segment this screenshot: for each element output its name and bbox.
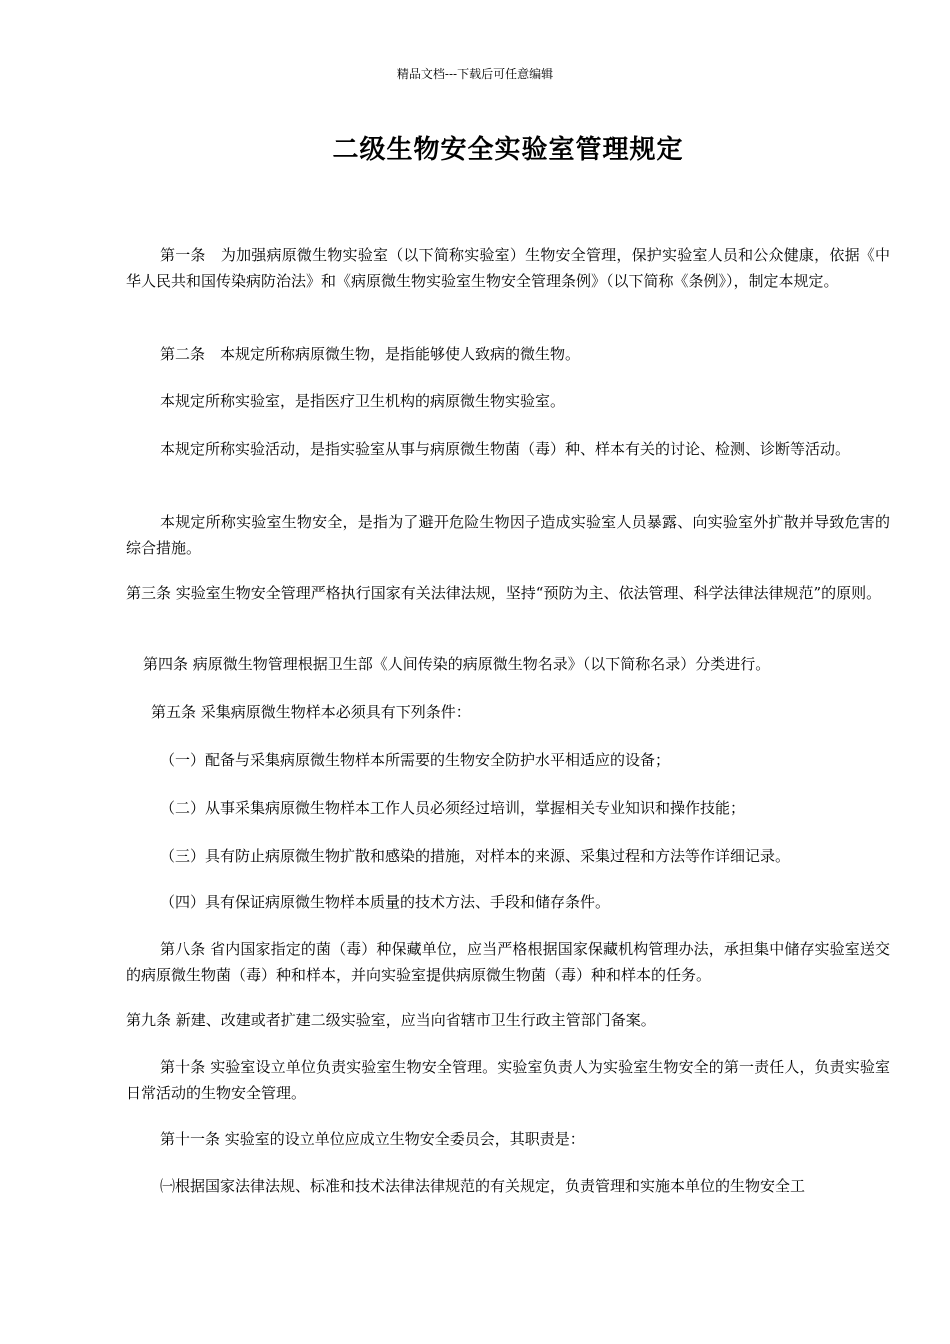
page-header: 精品文档---下载后可任意编辑 bbox=[396, 67, 554, 81]
article-5-paragraph: 第五条 采集病原微生物样本必须具有下列条件： bbox=[151, 703, 471, 721]
article-11-paragraph: 第十一条 实验室的设立单位应成立生物安全委员会，其职责是： bbox=[160, 1130, 585, 1148]
article-9-paragraph: 第九条 新建、改建或者扩建二级实验室，应当向省辖市卫生行政主管部门备案。 bbox=[126, 1011, 656, 1029]
article-5-item-2: （二）从事采集病原微生物样本工作人员必须经过培训，掌握相关专业知识和操作技能； bbox=[160, 799, 746, 817]
article-10-paragraph: 第十条 实验室设立单位负责实验室生物安全管理。实验室负责人为实验室生物安全的第一责任人，负责实验室日常活动的生物安全管理。 bbox=[126, 1058, 890, 1102]
article-5-item-4: （四）具有保证病原微生物样本质量的技术方法、手段和储存条件。 bbox=[160, 893, 611, 911]
article-2-paragraph: 第二条 本规定所称病原微生物，是指能够使人致病的微生物。 bbox=[160, 345, 581, 363]
document-title: 二级生物安全实验室管理规定 bbox=[332, 135, 684, 165]
article-8-paragraph: 第八条 省内国家指定的菌（毒）种保藏单位，应当严格根据国家保藏机构管理办法，承担集中储存实验室送交的病原微生物菌（毒）种和样本，并向实验室提供病原微生物菌（毒）种和样本的任务。 bbox=[126, 940, 890, 984]
article-5-item-3: （三）具有防止病原微生物扩散和感染的措施，对样本的来源、采集过程和方法等作详细记录。 bbox=[160, 847, 791, 865]
article-11-item-1: ㈠根据国家法律法规、标准和技术法律法律规范的有关规定，负责管理和实施本单位的生物安全工 bbox=[160, 1177, 806, 1195]
definition-biosafety-paragraph: 本规定所称实验室生物安全，是指为了避开危险生物因子造成实验室人员暴露、向实验室外扩散并导致危害的综合措施。 bbox=[126, 513, 890, 557]
definition-activity-paragraph: 本规定所称实验活动，是指实验室从事与病原微生物菌（毒）种、样本有关的讨论、检测、诊断等活动。 bbox=[160, 440, 851, 458]
article-4-paragraph: 第四条 病原微生物管理根据卫生部《人间传染的病原微生物名录》（以下简称名录）分类进行。 bbox=[143, 655, 771, 673]
article-3-paragraph: 第三条 实验室生物安全管理严格执行国家有关法律法规，坚持“预防为主、依法管理、科学法律法律规范”的原则。 bbox=[126, 584, 882, 602]
definition-laboratory-paragraph: 本规定所称实验室，是指医疗卫生机构的病原微生物实验室。 bbox=[160, 392, 566, 410]
article-1-paragraph: 第一条 为加强病原微生物实验室（以下简称实验室）生物安全管理，保护实验室人员和公众健康，依据《中华人民共和国传染病防治法》和《病原微生物实验室生物安全管理条例》（以下简称《条例》），制定本规定。 bbox=[126, 246, 890, 290]
article-5-item-1: （一）配备与采集病原微生物样本所需要的生物安全防护水平相适应的设备； bbox=[160, 751, 671, 769]
